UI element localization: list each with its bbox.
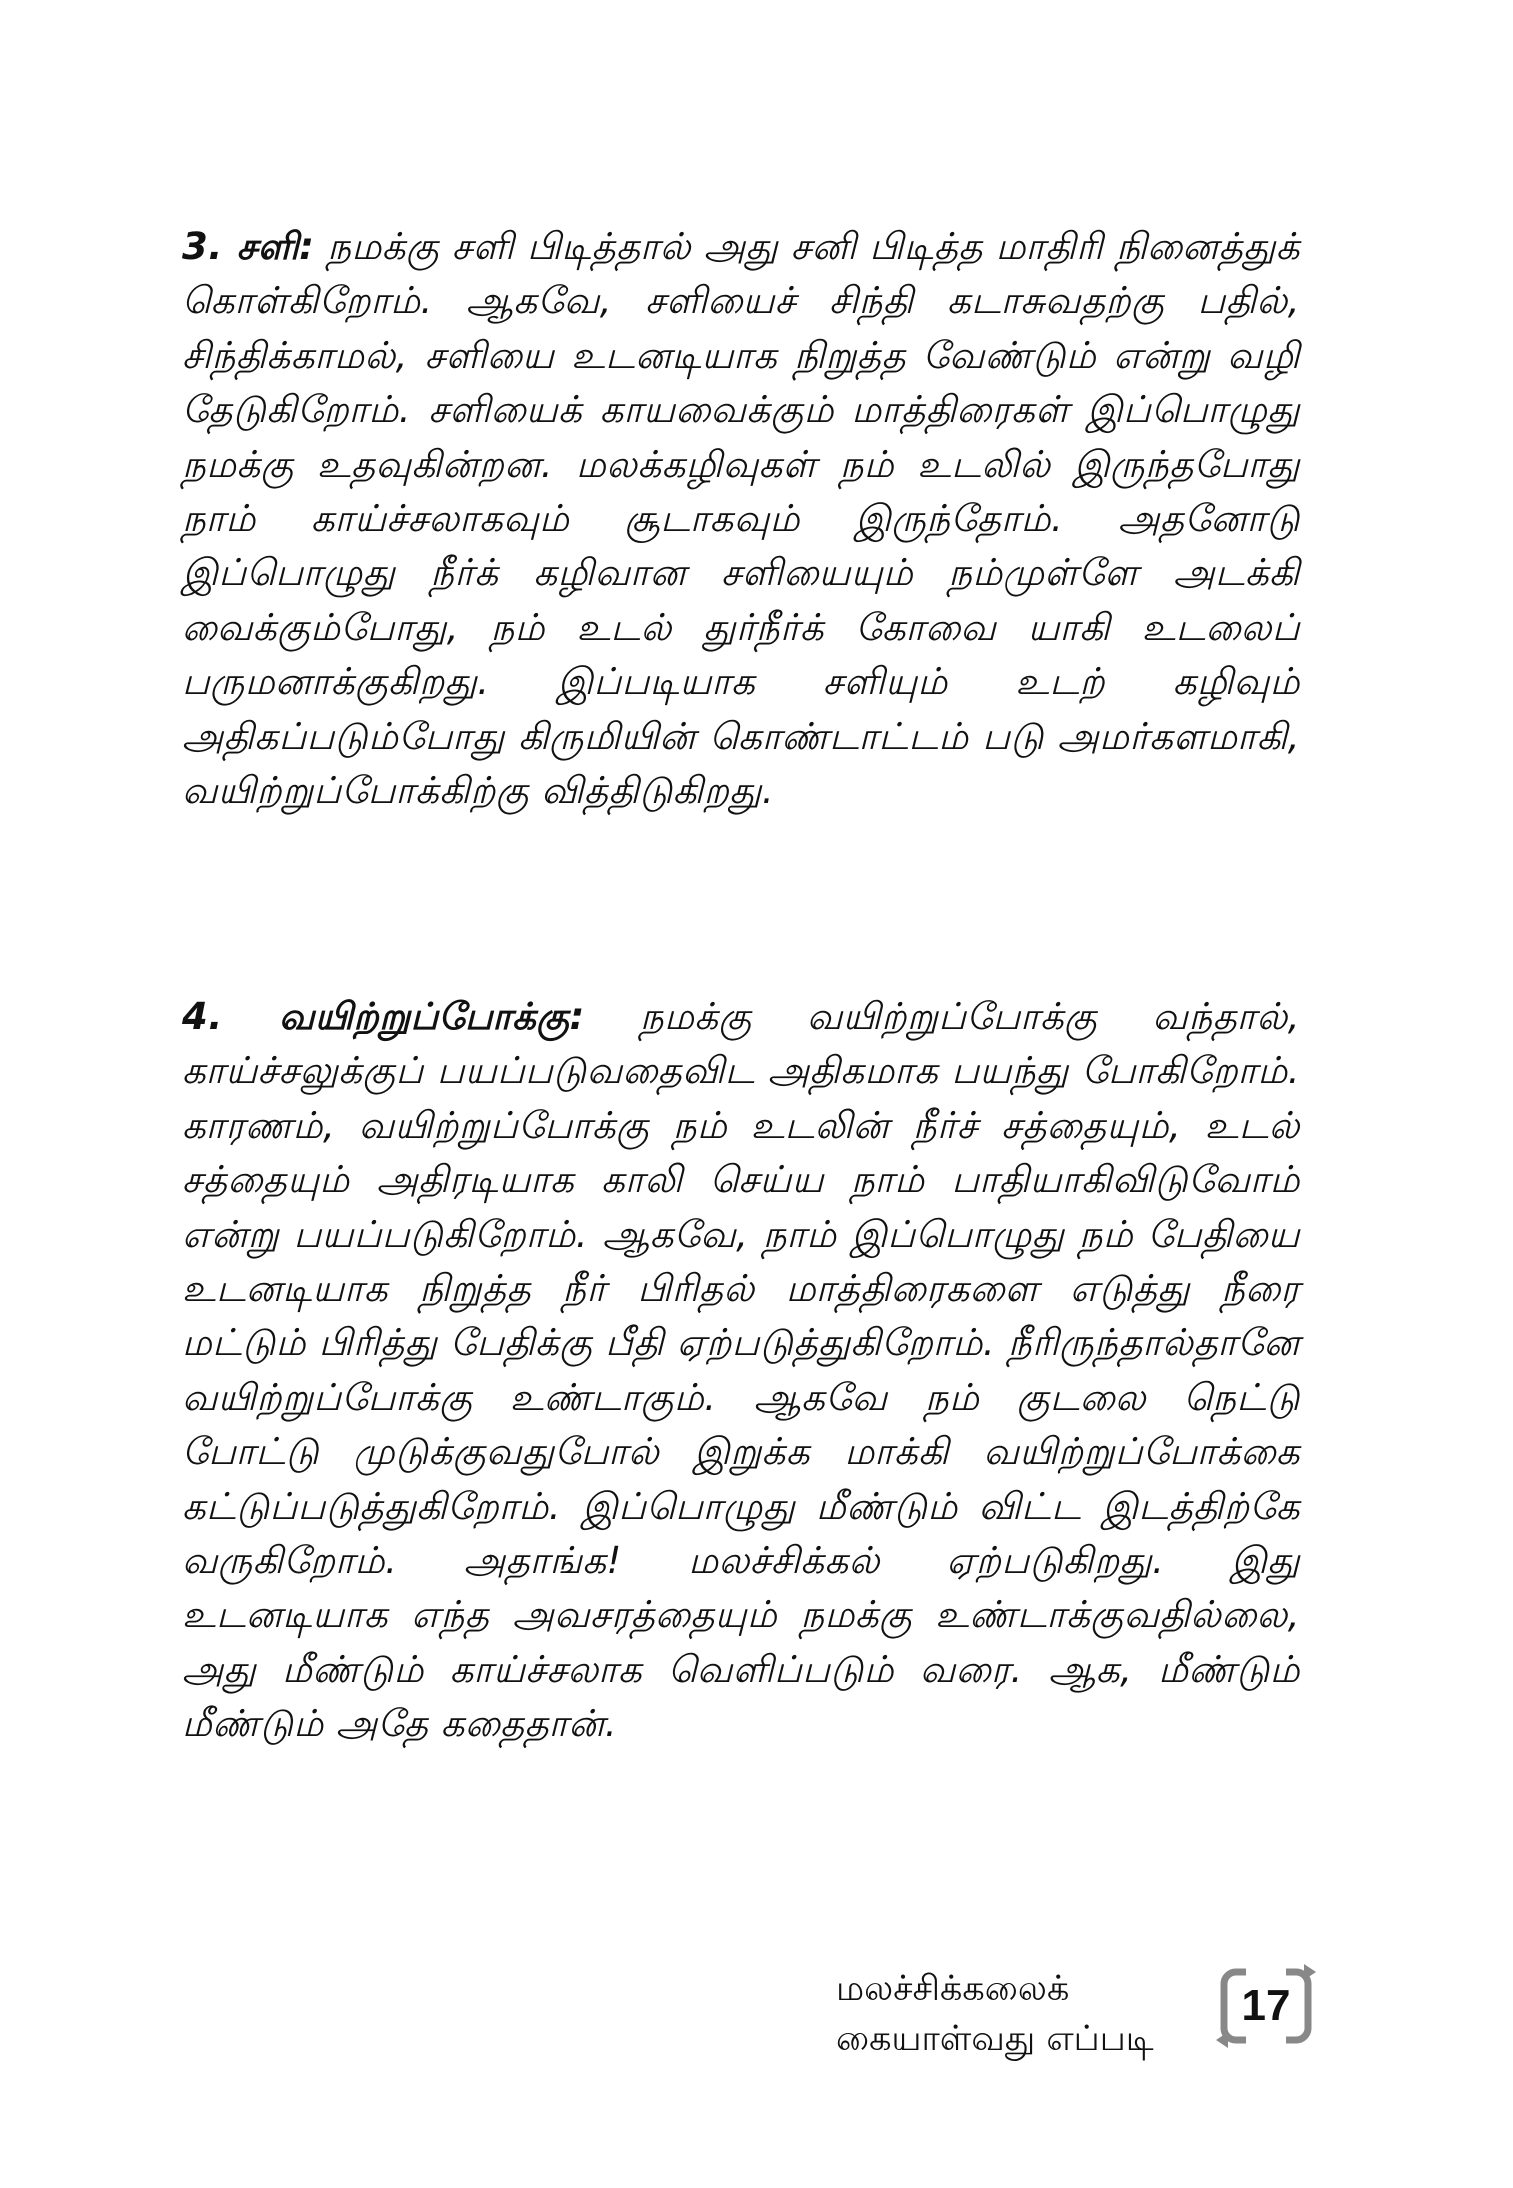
section-heading-diarrhea: 4. வயிற்றுப்போக்கு: <box>182 995 585 1038</box>
section-body-cold: நமக்கு சளி பிடித்தால் அது சனி பிடித்த மாதிரி நினைத்துக் கொள்கிறோம். ஆகவே, சளியைச் சிந்தி கடாசுவதற்கு பதில், சிந்திக்காமல், சளியை உடனடியாக நிறுத்த வேண்டும் என்று வழி தேடுகிறோம். சளியைக் காயவைக்கும் மாத்திரைகள் இப்பொழுது நமக்கு உதவுகின்றன. மலக்கழிவுகள் நம் உடலில் இருந்தபோது நாம் காய்ச்சலாகவும் சூடாகவும் இருந்தோம். அதனோடு இப்பொழுது நீர்க் கழிவான சளியையும் நம்முள்ளே அடக்கி வைக்கும்போது, நம் உடல் துர்நீர்க் கோவை யாகி உடலைப் பருமனாக்குகிறது. இப்படியாக சளியும் உடற் கழிவும் அதிகப்படும்போது கிருமியின் கொண்டாட்டம் படு அமர்களமாகி, வயிற்றுப்போக்கிற்கு வித்திடுகிறது. <box>182 225 1300 813</box>
paragraph-diarrhea <box>182 990 1300 1752</box>
paragraph-cold <box>182 220 1300 818</box>
section-heading-cold: 3. சளி: <box>182 225 315 268</box>
running-footer-book-title <box>836 1964 1216 2064</box>
page-number-badge <box>1212 1962 1320 2050</box>
footer-title-line-1: மலச்சிக்கலைக் <box>836 1969 1070 2009</box>
footer-title-line-2: கையாள்வது எப்படி <box>836 2019 1154 2059</box>
page-number: 17 <box>1241 1981 1291 2030</box>
section-body-diarrhea: நமக்கு வயிற்றுப்போக்கு வந்தால், காய்ச்சலுக்குப் பயப்படுவதைவிட அதிகமாக பயந்து போகிறோம். காரணம், வயிற்றுப்போக்கு நம் உடலின் நீர்ச் சத்தையும், உடல் சத்தையும் அதிரடியாக காலி செய்ய நாம் பாதியாகிவிடுவோம் என்று பயப்படுகிறோம். ஆகவே, நாம் இப்பொழுது நம் பேதியை உடனடியாக நிறுத்த நீர் பிரிதல் மாத்திரைகளை எடுத்து நீரை மட்டும் பிரித்து பேதிக்கு பீதி ஏற்படுத்துகிறோம். நீரிருந்தால்தானே வயிற்றுப்போக்கு உண்டாகும். ஆகவே நம் குடலை நெட்டு போட்டு முடுக்குவதுபோல் இறுக்க மாக்கி வயிற்றுப்போக்கை கட்டுப்படுத்துகிறோம். இப்பொழுது மீண்டும் விட்ட இடத்திற்கே வருகிறோம். அதாங்க! மலச்சிக்கல் ஏற்படுகிறது. இது உடனடியாக எந்த அவசரத்தையும் நமக்கு உண்டாக்குவதில்லை, அது மீண்டும் காய்ச்சலாக வெளிப்படும் வரை. ஆக, மீண்டும் மீண்டும் அதே கதைதான். <box>182 995 1300 1746</box>
